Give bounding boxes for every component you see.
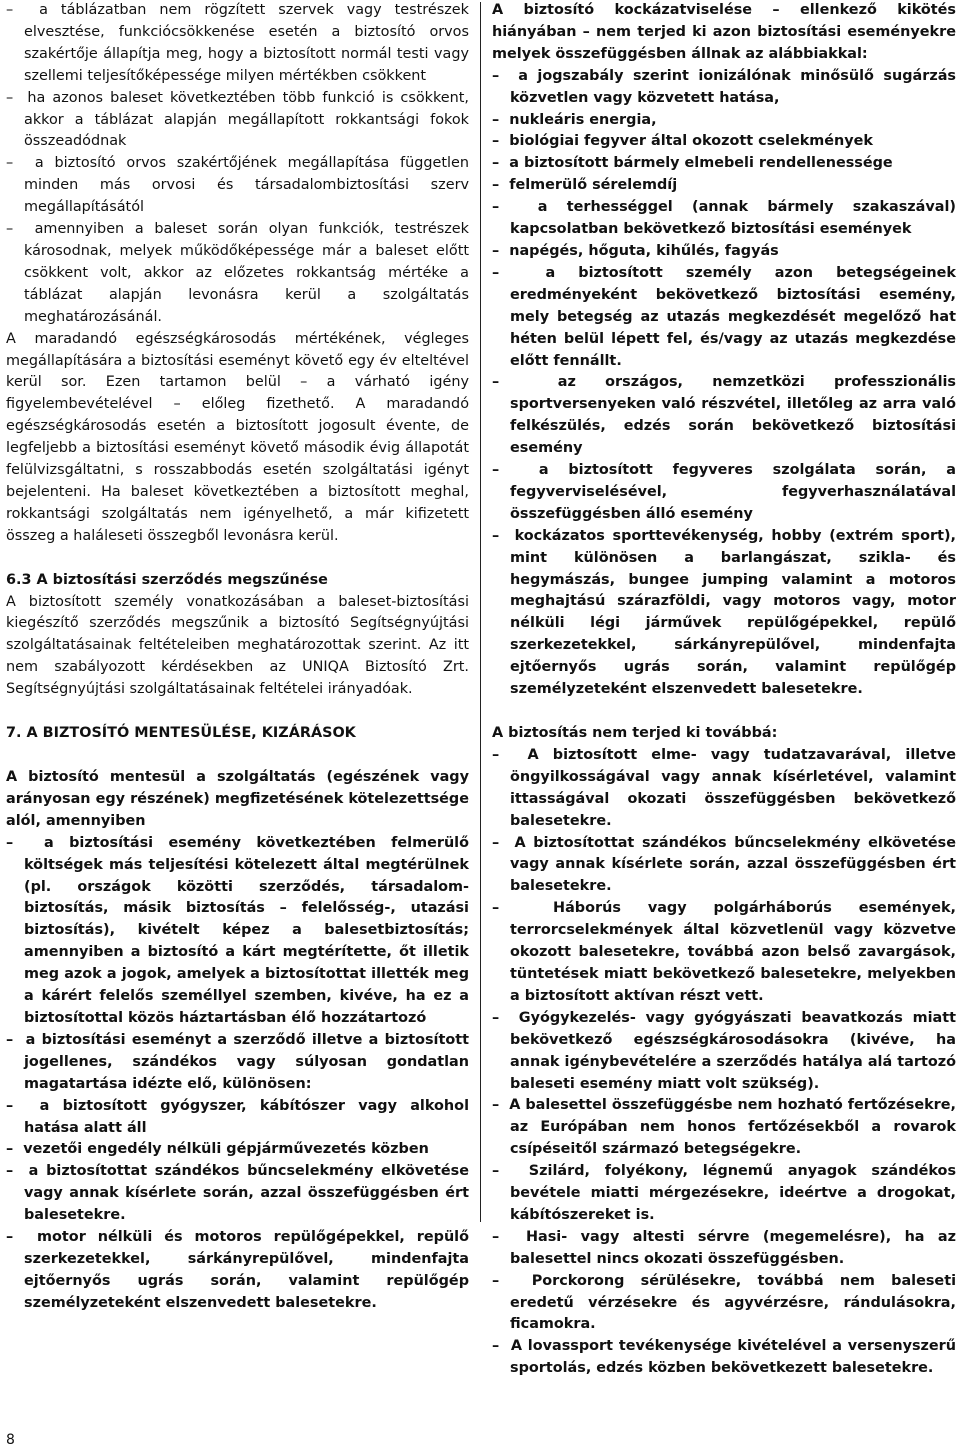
risk-item: – a terhességgel (annak bármely szakaszával) kapcsolatban bekövetkező biztosítási események: [492, 197, 956, 241]
assessment-paragraph: A maradandó egészségkárosodás mértékének, végleges megállapítására a biztosítási eseményt követő egy év elteltével kerül sor. Ezen tartamon belül – a várható igény figyelembevételével – előleg fizethető. A maradandó egészségkárosodás esetén a biztosított jogosult évente, de legfeljebb a biztosítási eseményt követő második évig állapotát felülvizsgáltatni, s rosszabbodás esetén szolgáltatási igényt bejelenteni. Ha baleset következtében a biztosított meghal, rokkantsági szolgáltatás nem igényelhető, a már kifizetett összeg a haláleseti összegből levonásra kerül.: [6, 330, 469, 544]
section-6-3-heading: 6.3 A biztosítási szerződés megszűnése: [6, 571, 328, 588]
risk-item: – kockázatos sporttevékenység, hobby (extrém sport), mint különösen a barlangászat, szikla- és hegymászás, bungee jumping valamint a motoros meghajtású szárazföldi, vagy motoros vagy, motor nélküli légi járművek repülőgépekkel, repülő szerkezetekkel, sárkányrepülővel, mindenfajta ejtőernyős ugrás során, valamint repülőgép személyzeteként elszenvedett balesetekre.: [492, 526, 956, 701]
exemption-intro: A biztosító mentesül a szolgáltatás (egészének vagy arányosan egy részének) megfizetésének kötelezettsége alól, amennyiben: [6, 769, 469, 829]
risk-item: – a biztosított személy azon betegségeinek eredményeként bekövetkező biztosítási esemény, mely betegség az utazás megkezdését megelőző hat héten belül lépett fel, és/vagy az utazás megkezdése előtt fennállt.: [492, 263, 956, 373]
exemption-item: – vezetői engedély nélküli gépjárművezetés közben: [6, 1139, 469, 1161]
risk-intro: A biztosító kockázatviselése – ellenkező kikötés hiányában – nem terjed ki azon biztosítási eseményekre melyek összefüggésben állnak az alábbiakkal:: [492, 2, 956, 62]
risk-item: – a biztosított fegyveres szolgálata során, a fegyverviselésével, fegyverhasználatával összefüggésben álló esemény: [492, 460, 956, 526]
page-number: 8: [6, 1432, 15, 1448]
exemption-item: – a biztosítottat szándékos bűncselekmény elkövetése vagy annak kísérlete során, azzal összefüggésben ért balesetekre.: [6, 1161, 469, 1227]
risk-item: – felmerülő sérelemdíj: [492, 175, 956, 197]
intro-item: – a táblázatban nem rögzített szervek vagy testrészek elvesztése, funkciócsökkenése esetén a biztosító orvos szakértője állapítja meg, hogy a biztosított normál testi vagy szellemi teljesítőképessége milyen mértékben csökkent: [6, 0, 469, 88]
risk-item: – biológiai fegyver által okozott cselekmények: [492, 131, 956, 153]
exemption-item: – motor nélküli és motoros repülőgépekkel, repülő szerkezetekkel, sárkányrepülővel, mindenfajta ejtőernyős ugrás során, valamint repülőgép személyzeteként elszenvedett balesetekre.: [6, 1227, 469, 1315]
exemption-item: – a biztosított gyógyszer, kábítószer vagy alkohol hatása alatt áll: [6, 1096, 469, 1140]
intro-item: – ha azonos baleset következtében több funkció is csökkent, akkor a táblázat alapján megállapított rokkantsági fokok összeadódnak: [6, 88, 469, 154]
not-covered-item: – A balesettel összefüggésbe nem hozható fertőzésekre, az Európában nem honos fertőzésekből a rovarok csípéseitől származó betegségekre.: [492, 1095, 956, 1161]
risk-item: – a biztosított bármely elmebeli rendellenessége: [492, 153, 956, 175]
risk-item: – nukleáris energia,: [492, 110, 956, 132]
exemption-item: – a biztosítási eseményt a szerződő illetve a biztosított jogellenes, szándékos vagy súlyosan gondatlan magatartása idézte elő, különösen:: [6, 1030, 469, 1096]
not-covered-item: – A biztosított elme- vagy tudatzavarával, illetve öngyilkosságával vagy annak kísérletével, valamint ittasságával okozati összefüggésben bekövetkező balesetekre.: [492, 745, 956, 833]
section-7-heading: 7. A BIZTOSÍTÓ MENTESÜLÉSE, KIZÁRÁSOK: [6, 725, 356, 742]
column-divider: [480, 2, 481, 1222]
intro-item: – a biztosító orvos szakértőjének megállapítása független minden más orvosi és társadalombiztosítási szerv megállapításától: [6, 153, 469, 219]
not-covered-item: – A lovassport tevékenysége kivételével a versenyszerű sportolás, edzés közben bekövetkezett balesetekre.: [492, 1336, 956, 1380]
not-covered-item: – Porckorong sérülésekre, továbbá nem baleseti eredetű vérzésekre és agyvérzésre, rándulásokra, ficamokra.: [492, 1271, 956, 1337]
not-covered-item: – Háborús vagy polgárháborús események, terrorcselekmények által közvetlenül vagy közvetve okozott balesetekre, továbbá azon belső zavargások, tüntetések miatt bekövetkező balesetekre, melyekben a biztosított aktívan részt vett.: [492, 898, 956, 1008]
not-covered-item: – Szilárd, folyékony, légnemű anyagok szándékos bevétele miatti mérgezésekre, ideértve a drogokat, kábítószereket is.: [492, 1161, 956, 1227]
not-covered-item: – Hasi- vagy altesti sérvre (megemelésre), ha az balesettel nincs okozati összefüggésben.: [492, 1227, 956, 1271]
not-covered-intro: A biztosítás nem terjed ki továbbá:: [492, 725, 778, 741]
not-covered-item: – Gyógykezelés- vagy gyógyászati beavatkozás miatt bekövetkező egészségkárosodásokra (kivéve, ha annak igénybevételére a szerződés hatálya alá tartozó baleseti esemény miatt volt szükség).: [492, 1008, 956, 1096]
exemption-item: – a biztosítási esemény következtében felmerülő költségek más teljesítési kötelezett által megtérülnek (pl. országok közötti szerződés, társadalom-biztosítás, másik biztosítás – felelősség-, utazási biztosítás), kivételt képez a balesetbiztosítás; amennyiben a biztosító a kárt megtérítette, őt illetik meg azok a jogok, amelyek a biztosítottat illették meg a kárért felelős személlyel szemben, kivéve, ha ez a biztosítottal közös háztartásban élő hozzátartozó: [6, 833, 469, 1030]
risk-item: – a jogszabály szerint ionizálónak minősülő sugárzás közvetlen vagy közvetett hatása,: [492, 66, 956, 110]
right-column: [492, 0, 956, 1380]
intro-item: – amennyiben a baleset során olyan funkciók, testrészek károsodnak, melyek működőképessége már a baleset előtt csökkent volt, akkor az előzetes rokkantság mértéke a táblázat alapján levonásra kerül a szolgáltatás meghatározásánál.: [6, 219, 469, 329]
not-covered-item: – A biztosítottat szándékos bűncselekmény elkövetése vagy annak kísérlete során, azzal összefüggésben ért balesetekre.: [492, 833, 956, 899]
risk-item: – napégés, hőguta, kihűlés, fagyás: [492, 241, 956, 263]
left-column: [6, 0, 469, 1315]
risk-item: – az országos, nemzetközi professzionális sportversenyeken való részvétel, illetőleg az arra való felkészülés, edzés során bekövetkező biztosítási esemény: [492, 372, 956, 460]
section-6-3-text: A biztosított személy vonatkozásában a baleset-biztosítási kiegészítő szerződés megszűnik a biztosító Segítségnyújtási szolgáltatásainak feltételeiben meghatározottak szerint. Az itt nem szabályozott kérdésekben az UNIQA Biztosító Zrt. Segítségnyújtási szolgáltatásainak feltételei irányadóak.: [6, 593, 469, 698]
